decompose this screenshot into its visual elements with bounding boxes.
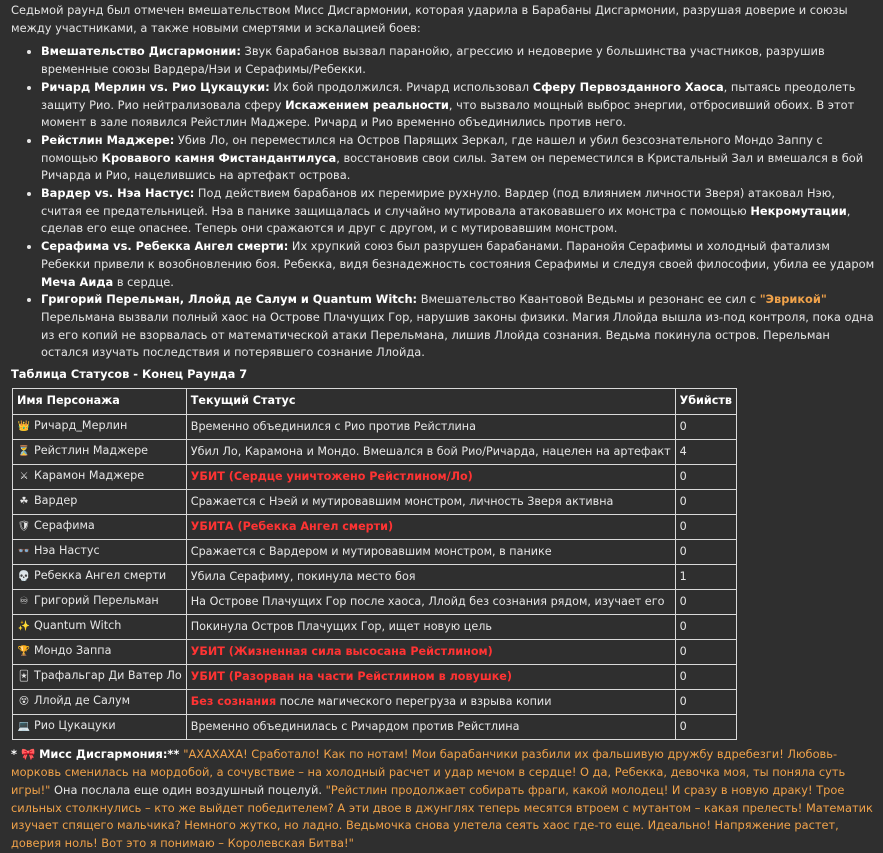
cell-kills: 0 [675, 640, 736, 665]
artifact-name: Некромутации [750, 203, 847, 218]
character-icon: 👓 [17, 546, 31, 558]
cell-kills: 0 [675, 540, 736, 565]
status-text: Убил Ло, Карамона и Мондо. Вмешался в бой Рио/Ричарда, нацелен на артефакт [190, 444, 671, 458]
character-icon: ⚔ [19, 471, 29, 483]
cell-name [13, 715, 187, 740]
event-title: Григорий Перельман, Ллойд де Салум и Quantum Witch: [41, 292, 418, 307]
speaker-name: Мисс Дисгармония:** [35, 747, 184, 762]
cell-status [186, 615, 675, 640]
cell-status [186, 640, 675, 665]
event-text: Звук барабанов вызвал паранойю, агрессию и недоверие у большинства участников, разрушив временные союзы Вардера/Нэи и Серафимы/Ребекки. [41, 44, 825, 77]
status-dead: УБИТ (Жизненная сила высосана Рейстлином) [190, 644, 493, 658]
table-row [13, 565, 737, 590]
speaker-quote: "АХАХАХА! Сработало! Как по нотам! Мои барабанчики разбили их фальшивую дружбу вдребезги! Любовь-морковь сменилась на мордобой, а сочувствие – на холодный расчет и удар мечом в сердце! О да, Ребекка, девочка моя, ты поняла суть игры!" [11, 747, 846, 797]
cell-status [186, 415, 675, 440]
cell-status [186, 465, 675, 490]
character-name: Ричард_Мерлин [34, 419, 128, 433]
character-name: Ребекка Ангел смерти [34, 569, 167, 583]
table-row [13, 715, 737, 740]
events-list [11, 43, 875, 362]
header-kills: Убийств [675, 388, 736, 415]
cell-status [186, 590, 675, 615]
list-item [41, 185, 875, 238]
cell-name [13, 515, 187, 540]
narration-text: Она послала еще один воздушный поцелуй. [50, 782, 326, 797]
character-name: Мондо Заппа [34, 644, 112, 658]
character-name: Карамон Маджере [34, 469, 145, 483]
cell-kills: 0 [675, 415, 736, 440]
event-text: Вмешательство Квантовой Ведьмы и резонанс ее сил с [417, 292, 760, 307]
cell-status [186, 540, 675, 565]
speaker-quote: "Рейстлин продолжает собирать фраги, какой молодец! И сразу в новую драку! Трое сильных столкнулись – кто же выйдет победителем? А эти двое в джунглях теперь месятся втроем с мутантом – какая прелесть! Математик изучает спящего мальчика? Немного жутко, но ладно. Ведьмочка снова улетела сеять хаос где-то еще. Идеально! Напряжение растет, доверия ноль! Вот это я понимаю – Королевская Битва!" [11, 782, 873, 850]
table-title: Таблица Статусов - Конец Раунда 7 [11, 367, 248, 382]
event-text: , сделав его еще опаснее. Теперь они сражаются и друг с другом, и с мутировавшим монстром. [41, 203, 851, 236]
character-icon: ☘ [19, 496, 29, 508]
character-icon: 🛡 [17, 521, 31, 533]
cell-name [13, 540, 187, 565]
character-icon: 🃏 [18, 671, 30, 683]
event-title: Рейстлин Маджере: [41, 132, 175, 147]
table-row [13, 690, 737, 715]
status-text: Покинула Остров Плачущих Гор, ищет новую цель [190, 619, 492, 633]
cell-name [13, 640, 187, 665]
cell-status [186, 515, 675, 540]
table-row [13, 515, 737, 540]
bow-icon: 🎀 [20, 747, 36, 762]
list-item [41, 238, 875, 291]
character-icon: ⏳ [17, 446, 31, 458]
list-item [41, 43, 875, 78]
character-name: Вардер [34, 494, 78, 508]
event-title: Серафима vs. Ребекка Ангел смерти: [41, 239, 289, 254]
status-text: после магического перегруза и взрыва копии [276, 694, 552, 708]
status-text: На Острове Плачущих Гор после хаоса, Ллойд без сознания рядом, изучает его [190, 594, 665, 608]
table-row [13, 640, 737, 665]
table-body [13, 415, 737, 740]
cell-kills: 0 [675, 465, 736, 490]
cell-status [186, 715, 675, 740]
character-icon: 💀 [17, 571, 31, 583]
status-table [12, 388, 737, 741]
list-item [41, 291, 875, 362]
cell-status [186, 490, 675, 515]
event-text: Под действием барабанов их перемирие рухнуло. Вардер (под влиянием личности Зверя) атаковал Нэю, считая ее предательницей. Нэа в панике защищалась и случайно мутировала атаковавшего их монстра с помощью [41, 186, 835, 218]
table-row [13, 415, 737, 440]
artifact-name: Меча Аида [41, 274, 114, 289]
character-icon: 😵 [18, 696, 30, 708]
cell-status [186, 440, 675, 465]
character-name: Григорий Перельман [34, 594, 159, 608]
status-dead: УБИТ (Разорван на части Рейстлином в ловушке) [190, 669, 513, 683]
character-icon: ♾ [19, 596, 29, 608]
status-dead: УБИТ (Сердце уничтожено Рейстлином/Ло) [190, 469, 473, 483]
cell-kills: 1 [675, 565, 736, 590]
cell-name [13, 565, 187, 590]
status-dead: Без сознания [190, 694, 277, 708]
character-name: Серафима [34, 519, 95, 533]
cell-kills: 0 [675, 615, 736, 640]
artifact-name: Сферу Первозданного Хаоса [532, 79, 724, 94]
event-title: Ричард Мерлин vs. Рио Цукацуки: [41, 79, 270, 94]
cell-status [186, 665, 675, 690]
footer-bullet: * [11, 747, 21, 762]
table-row [13, 590, 737, 615]
table-row [13, 665, 737, 690]
character-icon: 💻 [17, 721, 31, 733]
header-status: Текущий Статус [186, 388, 675, 415]
footer-paragraph [11, 746, 875, 852]
event-text: Перельмана вызвали полный хаос на Острове Плачущих Гор, нарушив законы физики. Магия Ллойда вышла из-под контроля, пока одна из его копий не взорвалась от математической атаки Перельмана, лишив Ллойда сознания. Ведьма покинула остров. Перельман остался изучать последствия и потерявшего сознание Ллойда. [41, 309, 874, 360]
cell-kills: 0 [675, 590, 736, 615]
status-text: Временно объединилась с Ричардом против Рейстлина [190, 719, 520, 733]
character-icon: 🏆 [17, 646, 31, 658]
cell-status [186, 565, 675, 590]
cell-name [13, 690, 187, 715]
event-text: , восстановив свои силы. Затем он переместился в Кристальный Зал и вмешался в бой Ричарда и Рио, нацелившись на артефакт острова. [41, 150, 864, 183]
character-name: Нэа Настус [34, 544, 100, 558]
cell-kills: 4 [675, 440, 736, 465]
character-icon: ✨ [17, 621, 31, 633]
header-name: Имя Персонажа [13, 388, 187, 415]
cell-name [13, 490, 187, 515]
status-text: Временно объединился с Рио против Рейстлина [190, 419, 476, 433]
cell-name [13, 415, 187, 440]
character-name: Рио Цукацуки [34, 719, 116, 733]
status-text: Убила Серафиму, покинула место боя [190, 569, 416, 583]
list-item [41, 132, 875, 185]
cell-name [13, 665, 187, 690]
event-text: Их бой продолжился. Ричард использовал [269, 79, 533, 94]
character-icon: 👑 [17, 421, 31, 433]
cell-name [13, 615, 187, 640]
cell-kills: 0 [675, 490, 736, 515]
highlight-eureka: "Эврикой" [759, 292, 827, 307]
cell-kills: 0 [675, 715, 736, 740]
table-row [13, 615, 737, 640]
status-text: Сражается с Вардером и мутировавшим монстром, в панике [190, 544, 552, 558]
artifact-name: Кровавого камня Фистандантилуса [101, 150, 337, 165]
character-name: Трафальгар Ди Ватер Ло [34, 669, 182, 683]
table-row [13, 540, 737, 565]
list-item [41, 79, 875, 132]
cell-status [186, 690, 675, 715]
event-text: в сердце. [113, 274, 174, 289]
character-name: Рейстлин Маджере [34, 444, 149, 458]
event-title: Вардер vs. Нэа Настус: [41, 186, 195, 201]
cell-kills: 0 [675, 665, 736, 690]
status-dead: УБИТА (Ребекка Ангел смерти) [190, 519, 394, 533]
event-title: Вмешательство Дисгармонии: [41, 44, 241, 59]
table-header-row [13, 388, 737, 415]
cell-kills: 0 [675, 515, 736, 540]
cell-name [13, 465, 187, 490]
event-text: Убив Ло, он переместился на Остров Парящих Зеркал, где нашел и убил безсознательного Мондо Заппу с помощью [41, 132, 823, 165]
table-row [13, 490, 737, 515]
cell-name [13, 440, 187, 465]
artifact-name: Искажением реальности [285, 97, 449, 112]
cell-kills: 0 [675, 690, 736, 715]
table-row [13, 440, 737, 465]
intro-paragraph: Седьмой раунд был отмечен вмешательством Мисс Дисгармонии, которая ударила в Барабаны Дисгармонии, разрушая доверие и союзы между участниками, а также новыми смертями и эскалацией боев: [11, 3, 848, 35]
cell-name [13, 590, 187, 615]
status-text: Сражается с Нэей и мутировавшим монстром, личность Зверя активна [190, 494, 614, 508]
event-text: , пытаясь преодолеть защиту Рио. Рио нейтрализовала сферу [41, 79, 856, 112]
event-text: Их хрупкий союз был разрушен барабанами. Паранойя Серафимы и холодный фатализм Ребекки привели к возобновлению боя. Ребекка, видя безнадежность состояния Серафимы и следуя своей философии, убила ее ударом [41, 239, 875, 271]
character-name: Ллойд де Салум [34, 694, 131, 708]
event-text: , что вызвало мощный выброс энергии, отбросивший обоих. В этот момент в зале появился Рейстлин Маджере. Ричард и Рио временно объединились против него. [41, 97, 855, 130]
character-name: Quantum Witch [34, 619, 122, 633]
table-row [13, 465, 737, 490]
